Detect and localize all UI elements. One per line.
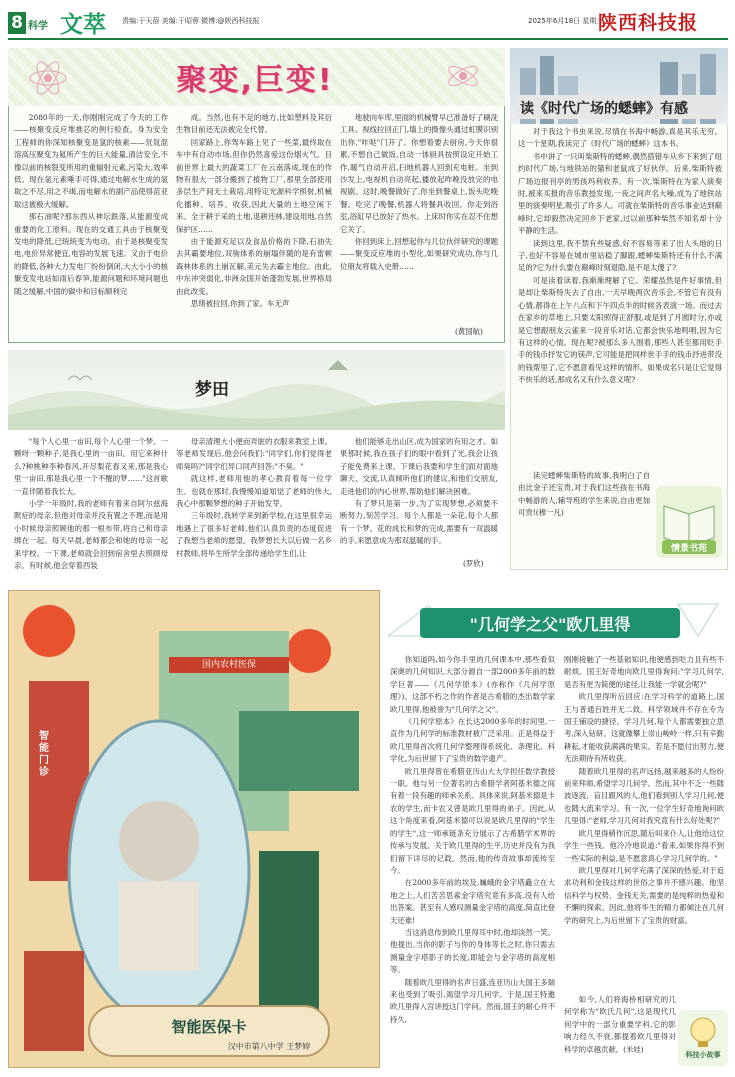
article-column-2 [176,112,332,338]
paragraph: 读完蟋蟀柴斯特的故事,我明白了自由比金子还宝贵,对于我们这些孩在书海中畅游的人,辅导班的学生来说,自由更加可贵!(穆一凡) [518,471,650,518]
article-column-3 [340,436,498,558]
newspaper-masthead: 陕西科技报 [598,12,699,34]
paragraph: 欧几里得听后回应:在学习科学的道路上,国王与普通百姓并无二致。科学领域并不存在专为国王铺设的捷径。学习几何,每个人都需要独立思考,深入钻研。这就像攀上崇山峻岭一样,只有辛勤耕耘,才能收获满满的果实。若是不愿付出努力,便无法期待有所收获。 [564,692,724,764]
article-header-landscape [8,350,505,430]
article-author: (米娃) [623,1044,644,1054]
artwork-banner: 智能医保卡 [171,1018,247,1036]
article-column-1 [390,654,555,1070]
section-label-big: 文萃 [60,11,106,38]
column-stamp-label: 科技小故事 [685,1051,721,1059]
article-column-2 [176,436,332,570]
paragraph: "每个人心里一亩田,每个人心里一个梦。一颗呀一颗种子,是我心里的一亩田。用它来种什么?种桃种李种春风,开尽梨花春又来,那是我心里一亩田,那是我心里一个不醒的梦……"这首歌一直伴随着我长大。 [14,437,168,496]
article-author: (罗欣) [463,559,484,568]
paragraph: 随着欧几里得的名声远扬,越来越多的人纷纷前来拜师,希望学习几何学。然而,其中不乏一些随波逐流、盲目跟风的人,他们看到别人学习几何,便也随大流来学习。有一次,一位学生好奇地询问欧几里得:"老师,学习几何对我究竟有什么好处呢?" [564,766,724,826]
paragraph: 书中讲了一只叫柴斯特的蟋蟀,偶然搭错车从乡下来到了纽约时代广场,与地铁站的猫和老鼠成了好伙伴。后来,柴斯特被广场边报刊亭的男孩玛利收养。有一次,柴斯特在为家人演奏时,被来买报的音乐教授发现,一夜之间声名大噪,成为了地铁站里的演奏明星,吸引了许多人。可就在柴斯特的音乐事业达到巅峰时,它却毅然决定回乡下老家,过以前那种柴然不知名却十分平静的生活。 [518,151,722,236]
paragraph: 对于我这个书虫来说,尽情在书海中畅游,真是其乐无穷。这一个星期,我读完了《时代广场的蟋蟀》这本书。 [518,127,722,149]
paragraph: 就这样,老师用他的孝心教育着每一位学生。也就在那时,我慢慢知道知觉了老师的伟大,我心中那颗梦想的种子开始发芽。 [176,474,332,509]
paragraph: 小学一年级时,我的老师有着来自阿尔兹海默症的母亲,但他对母亲并没有置之不理,而是用小时候母亲照顾他的那一根布带,将自己和母亲绑在一起。每天早晨,老师都会和她的母亲一起来学校。一下课,老师就会回到宿舍里去照顾母亲。有时候,他会穿着西装 [14,499,168,570]
article-column-2-tail [564,994,676,1074]
article-column-1 [14,112,168,338]
section-label-small: 科学 [28,21,48,32]
paragraph: 2080年的一天,你刚刚完成了今天的工作——核聚变反应堆推芯的例行检查。身为安全工程师的你深知核聚变是氢的核素——氘氚混溶高压聚变为氦所产生的巨大能量,清洁安全,不像以前的核裂变所用的重辐射元素,污染大,效率低。现在氢元素唾手可得,通过电解水生成的氢取之不尽,用之不竭,而电解水的副产品使得苗亚取这被极大缓解。 [14,113,168,209]
artwork-credit: 汉中市第八中学 王梦婷 [227,1042,311,1051]
paragraph: 当这消息传到欧几里得耳中时,他却淡然一笑。他提出,当你的影子与你的身体等长之时,你只需去测量金字塔影子的长度,即能会与金字塔的高度相等。 [390,927,555,975]
story-stamp-badge [678,1010,728,1066]
paragraph: 地驶向车库,里面的机械臂早已准备好了刷洗工具。视线拉回正门,墙上的摄像头通过虹膜识别出你,"咔哒"门开了。你想着要去厨房,今天你很累,不想自己做饭,自动一体厨具按照设定开始工作,暖气自动开启,扫地机器人回到充电桩。坐到沙发上,电视机自动亮起,播放起昨晚没放完的电视剧。这时,晚餐做好了,你坐到餐桌上,饭头吃晚餐。吃完了晚餐,机器人将餐具收回。你走到浴室,浴缸早已放好了热水。上床时你实在忍不住想它关了。 [340,113,498,234]
issue-date: 2025年6月18日 星期三 [528,17,604,25]
student-artwork [8,590,380,1068]
header-divider [8,38,728,40]
article-author: (穆一凡) [535,508,564,518]
paragraph: 你回到床上,回想起你与几位伙伴研究的课题——聚变反应堆的小型化,如果研究成功,你与几位朋友将载入史册…… [340,237,498,271]
paragraph: 他们能够走出山区,成为国家的有用之才。如果那时候,我在孩子们的眼中看到了光,我会让孩子能免费来上课。下课后我要和学生们面对面地聊天、交流,认真倾听他们的建议,和他们交朋友,走进他们的内心世界,帮助他们解决困难。 [340,437,498,496]
paragraph: 随着欧几里得的名声日盛,连亚历山大国王多瑞来也受到了吸引,渴望学习几何学。于是,国王特邀欧几里得入宫讲授这门学问。然而,国王的耐心并不持久, [390,977,555,1024]
book-stamp-badge [656,486,722,558]
article-title-fusion: 聚变,巨变! [176,63,334,98]
paragraph: 有了梦只是第一步,为了实现梦想,必须要不断努力,刻苦学习。每个人都是一朵花,每个人都有一个梦。花的成长和梦的完成,需要有一双温暖的手,来愿意成为那双温暖的手。 [340,499,498,546]
article-column-1 [14,436,168,570]
paragraph: 那石油呢?那东西从神坛跌落,从能源变成重要的化工原料。现在的交通工具由于核聚变发电的降低,已统统变为电动。由于是核聚变发电,电价异常便宜,电容的发展飞速。又由于电价的降低,各种大力发电厂纷纷倒闭,大大小小的核聚变发电站如雨后春笋,能源问题和环境问题也随之缓解,中国的碳中和目标顺利完 [14,212,168,296]
paragraph: 《几何学原本》在长达2000多年的时间里,一直作为几何学的标准教材被广泛采用。正是得益于欧几里得首次将几何学整理得系统化、条理化、科学化,为后世留下了宝贵的数学遗产。 [390,717,555,764]
editor-credits: 责编:于天蓓 美编:于昭蓉 微博:@陕西科技报 [122,17,260,25]
paragraph: 读到这里,我不禁有些疑惑,好不容易等来了出人头地的日子,也好不容易在城市里站稳了脚跟,蟋蟀柴斯特还有什么不满足的?它为什么要在巅峰时刻退隐,是不是太傻了? [518,238,722,273]
paragraph: 在2000多年前的埃及,巍峨的金字塔矗立在大地之上,人们苦苦思索金字塔究竟有多高,没有人给出答案。甚至有人感叹测量金字塔的高度,简直比登天还难! [390,878,555,925]
page-number: 8 [8,12,26,34]
paragraph: 由于能源充足以及食品价格的下降,石油失去其霸要地位,双驹体系的崩塌伴随的是有雷顿森林体系的土崩瓦解,美元失去霸主地位。由此,中东冲突弱化,非洲众国开始蓬勃发展,世界格局由此改变。 [176,237,332,296]
paragraph: 母亲清理大小便而弄脏的衣服来教室上课。等老师发现后,他会问我们:"同学们,你们觉得老师臭吗?"同学们异口同声回答:"不臭。" [176,437,332,471]
paragraph: 成。当然,也有不足的地方,比如塑料及其衍生物目前还无法被完全代替。 [176,113,332,135]
paragraph: 欧几里得曾在希腊亚历山大大学担任数学教授一职。他与另一位著名的古希腊学者阿基米德之间有着一段有趣的师承关系。具体来说,阿基米德是卡农的学生,而卡农又曾是欧几里得的弟子。因此,从这个角度来看,阿基米德可以说是欧几里得的"学生的学生",这一师承链条充分展示了古希腊学术界的传承与发展。关于欧几里得的生平,历史并没有为我们留下详尽的记载。然而,他的传奇故事却流传至今。 [390,766,555,875]
paragraph: 欧几里得稍作沉思,随后叫来仆人,让他给这位学生一些钱。他冷冷地说道:"看来,如果你得不到一些实际的利益,是不愿意真心学习几何学的。" [564,828,724,863]
article-body-tail [518,470,650,554]
column-stamp-label: 情景书苑 [670,544,707,554]
paragraph: 欧几里得对几何学充满了深深的热爱,对于追求功利和金钱这样的世俗之事并不感兴趣。他坚信科学与权势、金钱无关,需要的是纯粹的热爱和不懈的探索。因此,他将毕生的精力都倾注在几何学的研究上,为后世留下了宝贵的财富。 [564,865,724,925]
paragraph: 三年级时,我转学来到新学校,在这里很幸运地遇上了很多好老师,他们认真负责的态度促进了我想当老师的愿望。我梦想长大以后做一名乡村教师,将毕生所学全部传递给学生们,让 [176,511,332,558]
landscape-illustration-icon [8,350,505,430]
article-title-dream-field: 梦田 [195,380,229,400]
article-author: (黄国航) [455,327,483,336]
paragraph: 刚刚接触了一些基础知识,他便感到吃力且有些不耐烦。国王好奇地向欧几里得询问:"学习几何学,是否有更为简便的途径,让我能一学就会呢?" [564,655,724,689]
article-title-euclid: "几何学之父"欧几里得 [469,615,631,634]
paragraph: 可是读着读着,我渐渐理解了它。荣耀虽然是件好事情,但是却让柴斯特失去了自由,一天早晚两次音乐会,不管它有没有心情,都得在上午八点和下午四点半的时候各表演一场。而过去在家乡的草地上,只要太阳照得正舒服,或是到了月圆时分,亦或是它想跟朋友云雀来一段音乐对话,它都会快乐地鸣唱,因为它有这样的心情。现在呢?被那么多人围着,那些人甚至都用贬手手的钱币抒发它的镁声,它可能是把同样世手手的钱币抒进带没的钱帮里了,它不愿意看见这样的情形。如果成名只是让它觉得不快乐的话,那成名又有什么意义呢? [518,275,722,385]
paragraph: 思绪被拉回,你到了家。车无声 [190,299,290,309]
article-column-2 [564,654,724,994]
artwork-vertical-sign: 智能门诊 [39,731,49,778]
paragraph: 如今,人们将海桥相研究的几何学称为"欧氏几何",这是现代几何学中的一部分重要学科,它的影响力经久不衰,都提着欧几里得对科学的卓越贡献。(米娃) [564,995,676,1054]
paragraph: 回家路上,你驾车路上见了一些菜,最终取在车中有自动市场,但你仍然喜爱这份烟火气。目前世界上最大的蔬菜工厂在云南落成,现在的作物有很大一部分搬到了植物工厂,那里全部使用多层生产间无土栽培,用特定光源科学照射,机械化播种、培养、收获,因此大量的土地空闲下来。全于耕于采的土地,退耕还林,建设用地,自然保护区…… [176,137,332,234]
article-title-cricket: 读《时代广场的蟋蟀》有感 [520,101,688,117]
artwork-sign: 国内农村医保 [169,657,289,673]
article-column-3 [340,112,498,326]
paragraph: 你知道吗,如今你手里的几何课本中,那些看似深奥的几何知识,大部分源自一部2000多年前的数学巨著——《几何学原本》(亦称作《几何学原理》)。这部不朽之作的作者是古希腊的杰出数学家欧几里得,他被誉为"几何学之父"。 [390,655,555,714]
